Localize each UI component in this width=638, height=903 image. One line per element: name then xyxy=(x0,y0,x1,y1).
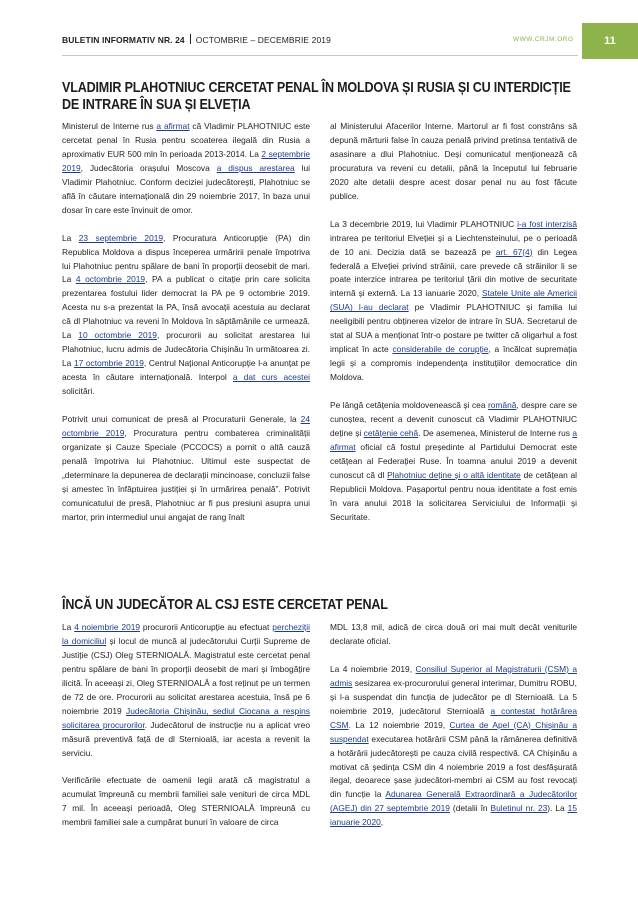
inline-link[interactable]: 15 ianuarie 2020 xyxy=(330,803,577,828)
inline-link[interactable]: Judecătoria Chișinău, sediul Ciocana a respins solicitarea procurorilor xyxy=(62,705,310,730)
paragraph-text: La xyxy=(62,622,75,632)
inline-link[interactable]: cetățenie cehă xyxy=(363,427,419,438)
article1-column-left xyxy=(62,120,310,525)
paragraph xyxy=(330,663,577,830)
paragraph xyxy=(62,120,310,218)
paragraph xyxy=(62,621,310,761)
paragraph-text: de cetățean al Republicii Moldova. Pașaportul pentru noua identitate a fost emis în vara anului 2018 la solicitarea Serviciului de Informații și Securitate. xyxy=(330,469,578,522)
inline-link[interactable]: a contestat hotărârea CSM xyxy=(330,705,577,730)
paragraph-text: sesizarea ex-procurorului general interimar, Dumitru ROBU, și l-a suspendat din funcția de judecător pe dl Sternioală. La 5 noiembrie 2019, judecătorul Sternioală xyxy=(330,677,577,716)
inline-link[interactable]: 4 octombrie 2019 xyxy=(75,274,146,285)
inline-link[interactable]: Consiliul Superior al Magistraturii (CSM) a admis xyxy=(330,663,578,688)
page-header xyxy=(0,0,638,60)
inline-link[interactable]: Plahotniuc deține și o altă identitate xyxy=(387,469,521,480)
paragraph-text: , a încălcat supremația legii și a compromis independența instituțiilor democratice din Moldova. xyxy=(330,344,577,383)
bulletin-number: BULETIN INFORMATIV NR. 24 xyxy=(62,35,185,45)
header-bulletin-info xyxy=(62,34,331,45)
inline-link[interactable]: Curtea de Apel (CA) Chișinău a suspendat xyxy=(330,719,577,744)
paragraph-text: La 4 noiembrie 2019, xyxy=(330,663,416,674)
paragraph-text: ). La xyxy=(547,803,568,814)
paragraph-text: , procurorii au solicitat arestarea lui Plahotniuc, lucru admis de Judecătoria Chișinău în următoarea zi. La xyxy=(62,330,310,369)
inline-link[interactable]: 10 octombrie 2019 xyxy=(78,330,157,341)
paragraph-text: . De asemenea, Ministerul de Interne rus xyxy=(418,427,573,438)
paragraph-text: Potrivit unui comunicat de presă al Procuraturii Generale, la xyxy=(62,413,301,424)
paragraph-text: Ministerul de Interne rus xyxy=(62,121,157,131)
paragraph-text: Verificările efectuate de oamenii legii arată că magistratul a acumulat împreună cu membrii familiei sale venituri de circa MDL 7 mil. În aceeași perioadă, Oleg STERNIOALĂ împreună cu membrii familiei sale a cumpărat bunuri în valoare de circa xyxy=(62,775,310,828)
inline-link[interactable]: i-a fost interzisă xyxy=(517,218,577,229)
website-link[interactable]: WWW.CRJM.ORG xyxy=(513,36,574,43)
inline-link[interactable]: 24 octombrie 2019 xyxy=(62,413,310,438)
paragraph-text: (detalii în xyxy=(449,803,491,814)
paragraph-text: lui Vladimir Plahotniuc. Conform deciziei judecătorești, Plahotniuc se află în căutare internațională din 29 noiembrie 2017, în baza unui dosar în care este învinuit de omor. xyxy=(62,162,310,215)
inline-link[interactable]: a dispus arestarea xyxy=(216,162,295,173)
paragraph-text: . Judecătorul de instrucție nu a aplicat vreo măsură preventivă față de dl Sternioală, iar acesta a revenit la serviciu. xyxy=(62,719,310,758)
paragraph-text: executarea hotărârii CSM până la rămânerea definitivă a hotărârii judecătorești pe cauza civilă respectivă. CA Chișinău a motivat că ședința CSM din 4 noiembrie 2019 a fost desfășurată ilegal, deoarece șase judecători-membri ai CSM au fost revocați din funcție la xyxy=(330,733,577,800)
paragraph-text: La 3 decembrie 2019, lui Vladimir PLAHOTNIUC xyxy=(330,218,518,229)
paragraph-text: că Vladimir PLAHOTNIUC este cercetat penal în Rusia pentru scoaterea ilegală din Rusia a aproximativ EUR 500 mln în perioada 2013-2014. La xyxy=(62,121,310,159)
inline-link[interactable]: percheziții la domiciliul xyxy=(62,622,310,646)
paragraph-text: , Procuratura pentru combaterea criminalității organizate și Cauze Speciale (PCCOCS) a pornit o altă cauză penală împotriva lui Plahotniuc. Ultimul este suspectat de „determinare la depunerea de declarații mincinoase, concluzii false și amestec în înfăptuirea justiției și în urmărirea penală”. Potrivit comunicatului de presă, Plahotniuc ar fi pus presiuni asupra unui martor, prin intermediul unui angajat de rang înalt xyxy=(62,427,311,522)
page-number: 11 xyxy=(582,23,638,59)
paragraph-text: oficial că fostul președinte al Partidului Democrat este cetățean al Federației Ruse. În toamna anului 2019 a devenit cunoscut că dl xyxy=(330,441,577,480)
paragraph-text: , Judecătoria orașului Moscova xyxy=(80,162,217,173)
paragraph-text: din Legea federală a Elveției privind străinii, care prevede că străinilor li se poate interzice intrarea pe teritoriul țării din motive de securitate internă și externă. La 13 ianuarie 2020, xyxy=(330,246,577,299)
paragraph-text: , xyxy=(380,817,384,828)
paragraph xyxy=(330,218,577,385)
header-divider xyxy=(62,55,578,56)
inline-link[interactable]: considerabile de corupție xyxy=(392,344,489,355)
paragraph xyxy=(330,120,577,204)
paragraph-text: solicitări. xyxy=(62,386,95,397)
article-title-csj-judge: ÎNCĂ UN JUDECĂTOR AL CSJ ESTE CERCETAT PENAL xyxy=(62,597,388,613)
paragraph-text: . La 12 noiembrie 2019, xyxy=(348,719,450,730)
paragraph xyxy=(330,399,577,525)
paragraph-text: La xyxy=(62,232,79,243)
paragraph-text: și locul de muncă al judecătorului Curții Supreme de Justiție (CSJ) Oleg STERNIOALĂ. Magistratul este cercetat penal pentru spălare de bani în proporții deosebit de mari și îmbogățire ilicită. În aceeași zi, Oleg STERNIOALĂ a fost reținut pe un termen de 72 de ore. Procurorii au solicitat arestarea acestuia, însă pe 6 noiembrie 2019 xyxy=(62,635,310,716)
paragraph xyxy=(62,232,310,399)
paragraph-text: , Procuratura Anticorupție (PA) din Republica Moldova a dispus începerea urmăririi penale împotriva lui Plahotniuc pentru spălare de bani în proporții deosebit de mari. La xyxy=(62,232,310,285)
inline-link[interactable]: Statele Unite ale Americii (SUA) l-au declarat xyxy=(330,288,578,313)
article2-column-left xyxy=(62,621,310,830)
header-separator xyxy=(190,34,191,44)
paragraph-text: MDL 13,8 mil, adică de circa două ori mai mult decât veniturile declarate oficial. xyxy=(330,622,577,646)
inline-link[interactable]: art. 67(4) xyxy=(495,246,533,257)
inline-link[interactable]: 4 noiembrie 2019 xyxy=(74,622,141,632)
paragraph xyxy=(62,413,310,525)
paragraph-text: pe Vladimir PLAHOTNIUC și familia lui neeligibili pentru obținerea vizelor de intrare în SUA. Secretarul de stat al SUA a menționat într-o postare pe twitter că oligarhul a fost implicat în acte xyxy=(330,302,577,355)
paragraph-text: al Ministerului Afacerilor Interne. Martorul ar fi fost constrâns să depună mărturii false în cauza penală privind pretinsa tentativă de asasinare a dlui Plahotniuc. Deși comunicatul menționează că procuratura va reveni cu detalii, până la începutul lui februarie 2020 alte detalii despre acest dosar penal nu au fost făcute publice. xyxy=(330,121,577,201)
inline-link[interactable]: a afirmat xyxy=(156,121,190,131)
paragraph-text: , Centrul Național Anticorupție l-a anunțat pe acesta în căutare internațională. Interpol xyxy=(62,358,310,383)
paragraph-text: , PA a publicat o citație prin care solicita prezentarea fostului lider democrat la PA pe 9 octombrie 2019. Acesta nu s-a prezentat la PA, însă avocații acestuia au declarat că dl Plahotniuc va reveni în Moldova în săptămânile ce urmează. La xyxy=(62,274,310,341)
inline-link[interactable]: 17 octombrie 2019 xyxy=(73,358,144,369)
inline-link[interactable]: română xyxy=(487,400,517,411)
inline-link[interactable]: 23 septembrie 2019 xyxy=(78,232,164,243)
inline-link[interactable]: Adunarea Generală Extraordinară a Judecătorilor (AGEJ) din 27 septembrie 2019 xyxy=(330,789,578,814)
paragraph-text: intrarea pe teritoriul Elveției și a Liechtensteinului, pe o perioadă de 10 ani. Decizia dată se bazează pe xyxy=(330,232,577,257)
inline-link[interactable]: Buletinul nr. 23 xyxy=(490,803,548,814)
article2-column-right xyxy=(330,621,577,830)
inline-link[interactable]: a afirmat xyxy=(330,427,578,452)
paragraph-text: , despre care se cunoștea, recent a devenit cunoscut că Vladimir PLAHOTNIUC deține și xyxy=(330,400,577,438)
paragraph-text: procurorii Anticorupție au efectuat xyxy=(140,622,273,632)
inline-link[interactable]: a dat curs acestei xyxy=(232,372,310,383)
article-title-plahotniuc: VLADIMIR PLAHOTNIUC CERCETAT PENAL ÎN MOLDOVA ȘI RUSIA ȘI CU INTERDICȚIE DE INTRARE ÎN SUA ȘI ELVEȚIA xyxy=(62,80,571,113)
article1-column-right xyxy=(330,120,577,525)
paragraph-text: Pe lângă cetățenia moldovenească și cea xyxy=(330,400,488,411)
paragraph xyxy=(330,621,577,649)
inline-link[interactable]: 2 septembrie 2019 xyxy=(62,148,310,173)
paragraph xyxy=(62,774,310,830)
bulletin-period: OCTOMBRIE – DECEMBRIE 2019 xyxy=(195,35,331,45)
